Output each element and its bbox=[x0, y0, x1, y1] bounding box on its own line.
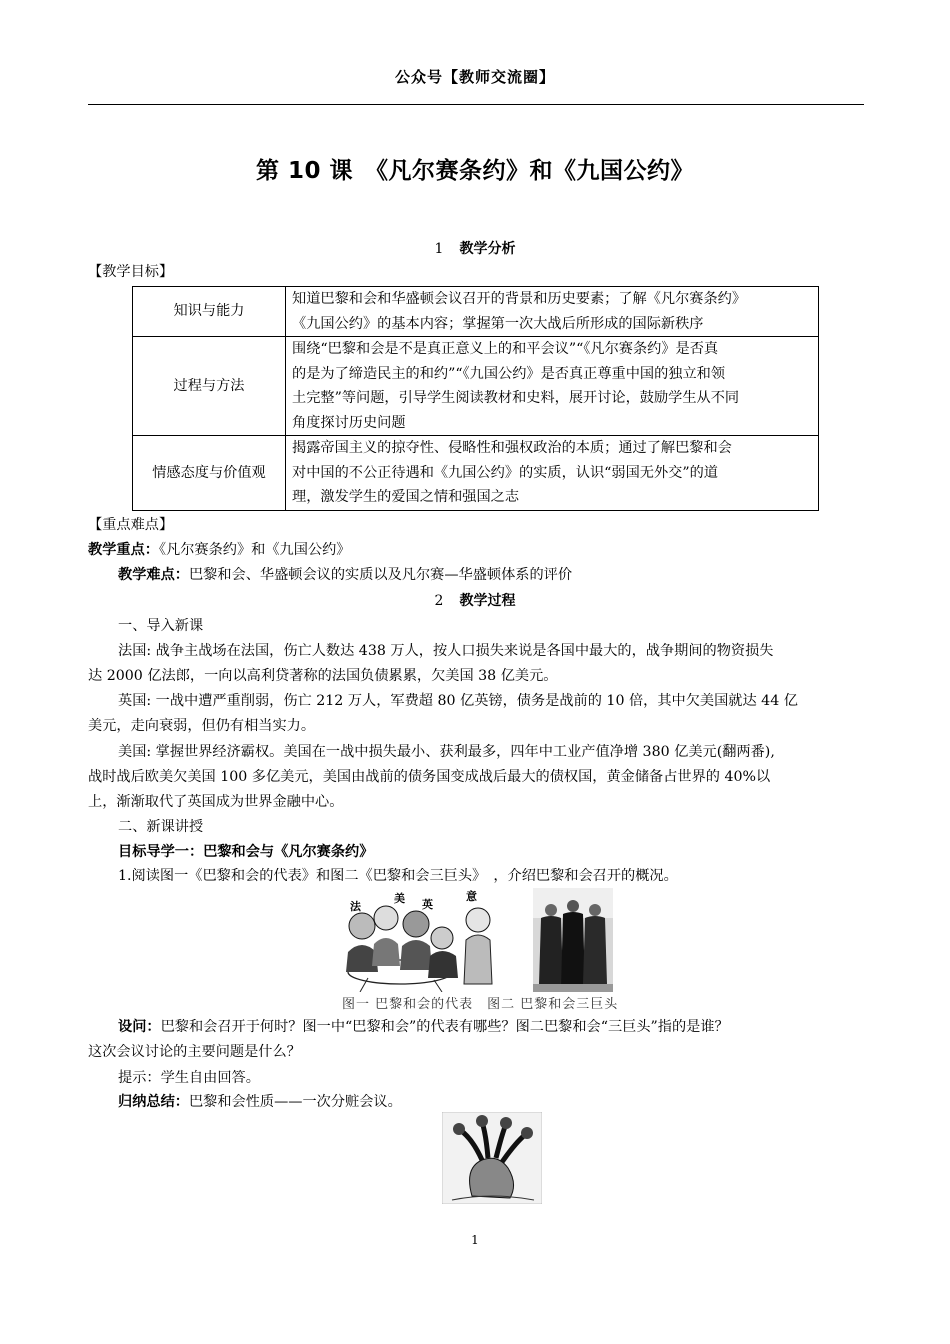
key-point bbox=[88, 538, 868, 563]
goals-row-head: 知识与能力 bbox=[133, 287, 286, 337]
goals-line: 对中国的不公正待遇和《九国公约》的实质，认识“弱国无外交”的道 bbox=[292, 464, 718, 481]
goals-row-head: 过程与方法 bbox=[133, 337, 286, 436]
figure-label-britain: 英 bbox=[422, 898, 433, 911]
summary-text: 巴黎和会性质——一次分赃会议。 bbox=[188, 1094, 402, 1110]
section-number: 2 bbox=[434, 593, 444, 609]
paragraph-line: 美国: 掌握世界经济霸权。美国在一战中损失最小、获利最多，四年中工业产值净增 380 亿美元(翻两番), bbox=[118, 744, 775, 760]
paragraph-line: 英国: 一战中遭严重削弱，伤亡 212 万人，军费超 80 亿英镑，债务是战前的 10 倍，其中欠美国就达 44 亿 bbox=[118, 693, 798, 709]
paragraph-line: 战时战后欧美欠美国 100 多亿美元，美国由战前的债务国变成战后最大的债权国，黄金储备占世界的 40%以 bbox=[88, 769, 771, 785]
goals-row bbox=[133, 436, 819, 511]
goals-row-body bbox=[286, 337, 819, 436]
paragraph-line: 美元，走向衰弱，但仍有相当实力。 bbox=[88, 718, 316, 734]
goals-line: 知道巴黎和会和华盛顿会议召开的背景和历史要素；了解《凡尔赛条约》 bbox=[292, 291, 747, 307]
goals-row-head: 情感态度与价值观 bbox=[133, 436, 286, 511]
section-label: 教学分析 bbox=[459, 241, 516, 257]
goals-line: 土完整”等问题，引导学生阅读教材和史料，展开讨论，鼓励学生从不同 bbox=[292, 390, 740, 406]
page-title: 第 10 课 《凡尔赛条约》和《九国公约》 bbox=[255, 158, 695, 184]
intro-heading: 一、导入新课 bbox=[118, 618, 204, 634]
task-one: 1.阅读图一《巴黎和会的代表》和图二《巴黎和会三巨头》 ，介绍巴黎和会召开的概况。 bbox=[118, 868, 678, 884]
goals-line: 理，激发学生的爱国之情和强国之志 bbox=[292, 489, 520, 505]
new-lesson-heading: 二、新课讲授 bbox=[118, 819, 204, 835]
difficulty bbox=[118, 563, 868, 588]
goals-heading: 【教学目标】 bbox=[88, 264, 174, 280]
goal-one-heading: 目标导学一：巴黎和会与《凡尔赛条约》 bbox=[118, 844, 374, 860]
header-rule bbox=[88, 104, 864, 105]
paragraph-line: 上，渐渐取代了英国成为世界金融中心。 bbox=[88, 794, 344, 810]
paragraph-line: 达 2000 亿法郎，一向以高利贷著称的法国负债累累，欠美国 38 亿美元。 bbox=[88, 668, 558, 684]
goals-line: 角度探讨历史问题 bbox=[292, 414, 406, 431]
difficulty-label: 教学难点： bbox=[118, 567, 189, 583]
key-heading: 【重点难点】 bbox=[88, 517, 174, 533]
figure-label-usa: 美 bbox=[394, 892, 405, 905]
question-label: 设问： bbox=[118, 1019, 161, 1035]
goals-table bbox=[132, 286, 819, 511]
page-number: 1 bbox=[471, 1233, 479, 1247]
goals-line: 的是为了缔造民主的和约”“《九国公约》是否真正尊重中国的独立和领 bbox=[292, 365, 726, 382]
section-label: 教学过程 bbox=[459, 593, 516, 609]
page-header: 公众号【教师交流圈】 bbox=[394, 68, 555, 86]
figure-two-photo bbox=[533, 888, 613, 992]
figure-label-italy: 意 bbox=[466, 890, 477, 903]
section-heading-analysis bbox=[0, 238, 950, 258]
goals-row-body bbox=[286, 436, 819, 511]
question-line bbox=[118, 1015, 868, 1040]
key-point-label: 教学重点： bbox=[88, 542, 159, 558]
question-line: 这次会议讨论的主要问题是什么？ bbox=[88, 1044, 301, 1060]
goals-row-body bbox=[286, 287, 819, 337]
paragraph-line: 法国: 战争主战场在法国，伤亡人数达 438 万人，按人口损失来说是各国中最大的，战争期间的物资损失 bbox=[118, 643, 774, 659]
figure-caption: 图一 巴黎和会的代表 图二 巴黎和会三巨头 bbox=[342, 997, 619, 1012]
summary-label: 归纳总结： bbox=[118, 1094, 189, 1110]
key-point-text: 《凡尔赛条约》和《九国公约》 bbox=[158, 542, 351, 558]
section-heading-process bbox=[0, 590, 950, 610]
figure-one-cartoon bbox=[338, 888, 498, 992]
figure-three-cartoon bbox=[442, 1112, 542, 1204]
section-number: 1 bbox=[434, 241, 444, 257]
goals-row bbox=[133, 287, 819, 337]
goals-row bbox=[133, 337, 819, 436]
question-text: 巴黎和会召开于何时？图一中“巴黎和会”的代表有哪些？图二巴黎和会“三巨头”指的是谁？ bbox=[160, 1019, 729, 1035]
goals-line: 围绕“巴黎和会是不是真正意义上的和平会议”“《凡尔赛条约》是否真 bbox=[292, 341, 719, 357]
goals-line: 《九国公约》的基本内容；掌握第一次大战后所形成的国际新秩序 bbox=[292, 315, 704, 332]
figure-label-france: 法 bbox=[350, 900, 361, 913]
difficulty-text: 巴黎和会、华盛顿会议的实质以及凡尔赛—华盛顿体系的评价 bbox=[188, 567, 573, 583]
goals-line: 揭露帝国主义的掠夺性、侵略性和强权政治的本质；通过了解巴黎和会 bbox=[292, 440, 732, 456]
hint: 提示：学生自由回答。 bbox=[118, 1070, 260, 1086]
